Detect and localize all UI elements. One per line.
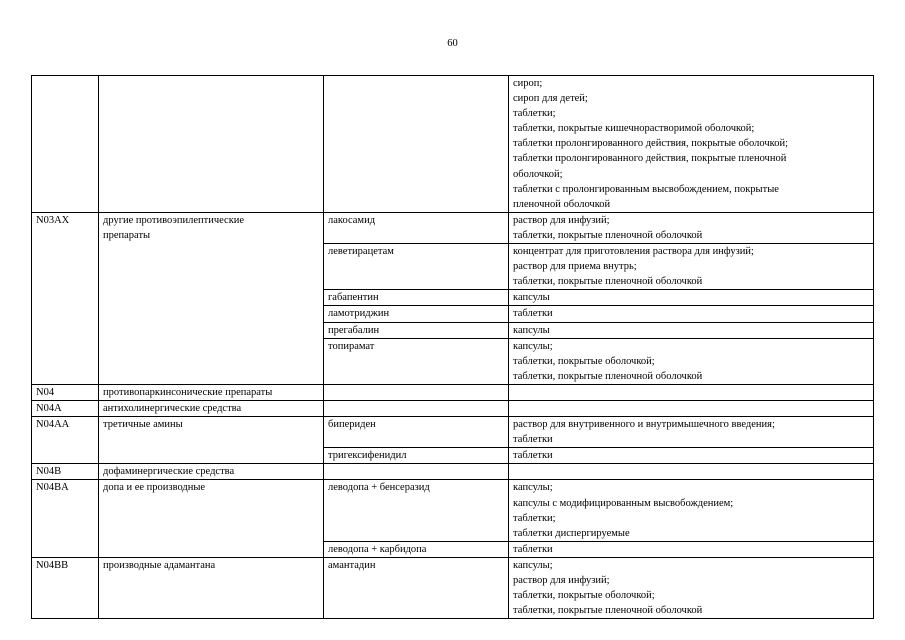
table-row: [32, 480, 874, 541]
substance-cell: ламотриджин: [324, 306, 509, 322]
atc-code-cell: N04AA: [32, 417, 99, 464]
group-line: антихолинергические средства: [103, 402, 242, 414]
dosage-form-line: таблетки, покрытые оболочкой;: [513, 355, 655, 367]
table-row: [32, 417, 874, 448]
table-row: [32, 464, 874, 480]
group-line: препараты: [103, 229, 151, 241]
substance-cell: леводопа + бенсеразид: [324, 480, 509, 541]
substance-cell: лакосамид: [324, 212, 509, 243]
dosage-form-line: таблетки, покрытые пленочной оболочкой: [513, 276, 703, 288]
substance-cell: [324, 384, 509, 400]
dosage-form-line: таблетки пролонгированного действия, покрытые оболочкой;: [513, 138, 788, 150]
dosage-forms-cell: [509, 322, 874, 338]
dosage-form-line: капсулы: [513, 324, 550, 336]
dosage-form-line: оболочкой;: [513, 168, 563, 180]
dosage-form-line: таблетки, покрытые пленочной оболочкой: [513, 229, 703, 241]
dosage-form-line: капсулы: [513, 292, 550, 304]
dosage-forms-cell: [509, 541, 874, 557]
group-cell: [99, 480, 324, 557]
substance-cell: [324, 464, 509, 480]
substance-cell: [324, 76, 509, 213]
dosage-form-line: раствор для внутривенного и внутримышечного введения;: [513, 419, 775, 431]
dosage-forms-cell: [509, 417, 874, 448]
group-line: производные адамантана: [103, 559, 216, 571]
substance-cell: леветирацетам: [324, 244, 509, 290]
group-line: другие противоэпилептические: [103, 214, 245, 226]
dosage-forms-cell: [509, 306, 874, 322]
substance-cell: бипериден: [324, 417, 509, 448]
dosage-form-line: раствор для инфузий;: [513, 575, 610, 586]
dosage-form-line: таблетки, покрытые пленочной оболочкой: [513, 370, 703, 382]
dosage-form-line: сироп для детей;: [513, 93, 588, 105]
dosage-form-line: таблетки пролонгированного действия, покрытые пленочной: [513, 153, 787, 165]
page-number: 60: [447, 38, 458, 49]
substance-cell: топирамат: [324, 338, 509, 384]
dosage-forms-cell: [509, 384, 874, 400]
dosage-form-line: капсулы;: [513, 340, 553, 352]
dosage-forms-cell: [509, 400, 874, 416]
dosage-form-line: таблетки, покрытые пленочной оболочкой: [513, 605, 703, 617]
group-cell: [99, 417, 324, 464]
dosage-form-line: таблетки, покрытые кишечнорастворимой оболочкой;: [513, 123, 755, 135]
atc-code-cell: N04: [32, 384, 99, 400]
dosage-form-line: таблетки, покрытые оболочкой;: [513, 590, 655, 602]
dosage-forms-cell: [509, 244, 874, 290]
substance-cell: леводопа + карбидопа: [324, 541, 509, 557]
dosage-form-line: капсулы с модифицированным высвобождением;: [513, 497, 734, 509]
atc-code-cell: N04BB: [32, 557, 99, 618]
group-cell: [99, 212, 324, 384]
dosage-form-line: капсулы;: [513, 559, 553, 571]
dosage-form-line: таблетки: [513, 308, 553, 320]
atc-code-cell: N04BA: [32, 480, 99, 557]
group-cell: [99, 464, 324, 480]
dosage-form-line: таблетки;: [513, 512, 556, 524]
dosage-forms-cell: [509, 557, 874, 618]
substance-cell: прегабалин: [324, 322, 509, 338]
dosage-forms-cell: [509, 76, 874, 213]
dosage-form-line: сироп;: [513, 78, 543, 89]
group-cell: [99, 557, 324, 618]
dosage-form-line: раствор для инфузий;: [513, 214, 610, 226]
dosage-form-line: таблетки: [513, 434, 553, 446]
dosage-form-line: таблетки;: [513, 108, 556, 120]
substance-cell: [324, 400, 509, 416]
atc-code-cell: [32, 76, 99, 213]
dosage-forms-cell: [509, 290, 874, 306]
dosage-forms-cell: [509, 338, 874, 384]
atc-code-cell: N04B: [32, 464, 99, 480]
table-row: [32, 76, 874, 213]
table-row: [32, 557, 874, 618]
dosage-form-line: капсулы;: [513, 482, 553, 494]
substance-cell: тригексифенидил: [324, 448, 509, 464]
group-line: противопаркинсонические препараты: [103, 386, 273, 398]
dosage-forms-cell: [509, 448, 874, 464]
dosage-forms-cell: [509, 212, 874, 243]
dosage-form-line: раствор для приема внутрь;: [513, 261, 637, 273]
table-row: [32, 212, 874, 243]
group-cell: [99, 384, 324, 400]
dosage-form-line: таблетки: [513, 450, 553, 462]
dosage-form-line: концентрат для приготовления раствора для инфузий;: [513, 246, 754, 258]
atc-code-cell: N03AX: [32, 212, 99, 384]
dosage-form-line: пленочной оболочкой: [513, 198, 611, 210]
substance-cell: габапентин: [324, 290, 509, 306]
group-line: третичные амины: [103, 419, 183, 431]
dosage-form-line: таблетки с пролонгированным высвобождением, покрытые: [513, 183, 779, 195]
group-line: дофаминергические средства: [103, 466, 235, 478]
group-line: допа и ее производные: [103, 482, 206, 494]
group-cell: [99, 400, 324, 416]
dosage-form-line: таблетки диспергируемые: [513, 527, 630, 539]
dosage-forms-cell: [509, 464, 874, 480]
table-row: [32, 400, 874, 416]
group-cell: [99, 76, 324, 213]
table-row: [32, 384, 874, 400]
atc-code-cell: N04A: [32, 400, 99, 416]
drug-table: [31, 75, 874, 619]
dosage-forms-cell: [509, 480, 874, 541]
dosage-form-line: таблетки: [513, 543, 553, 555]
substance-cell: амантадин: [324, 557, 509, 618]
